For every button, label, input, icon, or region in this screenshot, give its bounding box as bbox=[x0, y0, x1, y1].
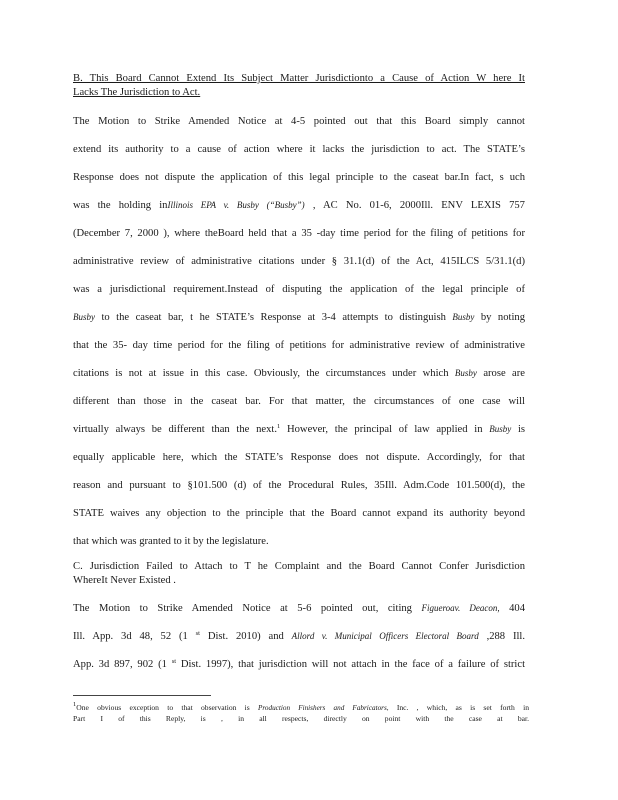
para-c-text: The Motion to Strike Amended Notice at 5-6 pointed out, citing bbox=[73, 603, 422, 614]
para-b-text: is bbox=[511, 424, 526, 435]
para-b-text: was the holding in bbox=[73, 200, 168, 211]
para-b-text: extend its authority to a cause of action where it lacks the jurisdiction to act. The STATE’s bbox=[73, 144, 525, 155]
para-c-line-2 bbox=[73, 630, 525, 643]
para-c-text: ,288 Ill. bbox=[478, 631, 526, 642]
para-c-text: App. 3d 897, 902 (1 bbox=[73, 659, 172, 670]
heading-b-text-1: B. This Board Cannot Extend Its Subject Matter Jurisdictionto a Cause of Action W here It bbox=[73, 73, 525, 84]
para-b-line-8 bbox=[73, 311, 525, 324]
para-b-text: that the 35- day time period for the filing of petitions for administrative review of administrative bbox=[73, 340, 525, 351]
para-c-line-1 bbox=[73, 602, 525, 615]
para-b-text: However, the principal of law applied in bbox=[280, 424, 490, 435]
para-b-text: (December 7, 2000 ), where theBoard held that a 35 -day time period for the filing of petitions for bbox=[73, 228, 525, 239]
para-b-line-9 bbox=[73, 339, 525, 352]
para-c-text: Ill. App. 3d 48, 52 (1 bbox=[73, 631, 196, 642]
heading-b-line-2 bbox=[73, 86, 525, 99]
case-citation: Busby bbox=[73, 312, 95, 322]
para-b-text: that which was granted to it by the legislature. bbox=[73, 536, 269, 547]
para-b-text: STATE waives any objection to the principle that the Board cannot expand its authority beyond bbox=[73, 508, 525, 519]
para-b-line-1 bbox=[73, 115, 525, 128]
footnote-divider bbox=[73, 695, 211, 696]
footnote-text: Part I of this Reply, is , in all respects, directly on point with the case at bar. bbox=[73, 714, 529, 723]
footnote-ref: 1 bbox=[277, 423, 281, 430]
para-b-text: , AC No. 01-6, 2000Ill. ENV LEXIS 757 bbox=[304, 200, 525, 211]
para-b-text: was a jurisdictional requirement.Instead of disputing the application of the legal principle of bbox=[73, 284, 525, 295]
case-citation: Busby bbox=[452, 312, 475, 322]
heading-c-line-2 bbox=[73, 574, 525, 587]
para-b-line-4 bbox=[73, 199, 525, 212]
para-b-text: citations is not at issue in this case. Obviously, the circumstances under which bbox=[73, 368, 455, 379]
case-citation: Busby bbox=[489, 424, 512, 434]
footnote-marker: 1 bbox=[73, 701, 77, 708]
case-citation: Production Finishers and Fabricators, bbox=[257, 704, 389, 712]
para-b-text: reason and pursuant to §101.500 (d) of the Procedural Rules, 35Ill. Adm.Code 101.500(d), the bbox=[73, 480, 525, 491]
para-c-text: 404 bbox=[499, 603, 525, 614]
para-b-line-12 bbox=[73, 423, 525, 436]
para-b-line-13 bbox=[73, 451, 525, 464]
para-b-line-7 bbox=[73, 283, 525, 296]
para-b-text: arose are bbox=[476, 368, 525, 379]
heading-b-line-1 bbox=[73, 72, 525, 85]
para-b-text: administrative review of administrative citations under § 31.1(d) of the Act, 415ILCS 5/31.1(d) bbox=[73, 256, 525, 267]
para-b-line-3 bbox=[73, 171, 525, 184]
case-citation: Figueroav. Deacon, bbox=[421, 603, 500, 613]
para-b-text: virtually always be different than the next. bbox=[73, 424, 277, 435]
footnote-text: One obvious exception to that observation is bbox=[76, 703, 258, 712]
para-b-text: to the caseat bar, t he STATE’s Response at 3-4 attempts to distinguish bbox=[95, 312, 453, 323]
heading-c-text-2: WhereIt Never Existed . bbox=[73, 575, 176, 586]
footnote-text: Inc. , which, as is set forth in bbox=[388, 703, 529, 712]
ordinal-superscript: st bbox=[171, 658, 177, 665]
para-b-text: Response does not dispute the application of this legal principle to the caseat bar.In fact, s uch bbox=[73, 172, 525, 183]
para-b-text: different than those in the caseat bar. For that matter, the circumstances of one case will bbox=[73, 396, 525, 407]
para-b-text: equally applicable here, which the STATE’s Response does not dispute. Accordingly, for that bbox=[73, 452, 525, 463]
ordinal-superscript: st bbox=[195, 630, 200, 637]
para-c-text: Dist. 1997), that jurisdiction will not attach in the face of a failure of strict bbox=[176, 659, 526, 670]
para-b-line-14 bbox=[73, 479, 525, 492]
para-c-line-3 bbox=[73, 658, 525, 671]
para-b-line-15 bbox=[73, 507, 525, 520]
para-b-text: The Motion to Strike Amended Notice at 4-5 pointed out that this Board simply cannot bbox=[73, 116, 525, 127]
para-b-line-10 bbox=[73, 367, 525, 380]
para-b-line-5 bbox=[73, 227, 525, 240]
para-b-line-11 bbox=[73, 395, 525, 408]
heading-c-text-1: C. Jurisdiction Failed to Attach to T he Complaint and the Board Cannot Confer Jurisdiction bbox=[73, 561, 525, 572]
para-b-line-6 bbox=[73, 255, 525, 268]
heading-c-line-1 bbox=[73, 560, 525, 573]
para-b-text: by noting bbox=[474, 312, 525, 323]
para-b-line-2 bbox=[73, 143, 525, 156]
para-c-text: Dist. 2010) and bbox=[199, 631, 292, 642]
case-citation: Busby bbox=[454, 368, 477, 378]
case-citation: Illinois EPA v. Busby (“Busby”) bbox=[167, 200, 305, 210]
footnote-line-2 bbox=[73, 714, 529, 723]
heading-b-text-2: Lacks The Jurisdiction to Act. bbox=[73, 87, 201, 98]
para-b-line-16 bbox=[73, 535, 525, 548]
case-citation: Allord v. Municipal Officers Electoral Board bbox=[291, 631, 479, 641]
footnote-line-1 bbox=[73, 703, 529, 713]
